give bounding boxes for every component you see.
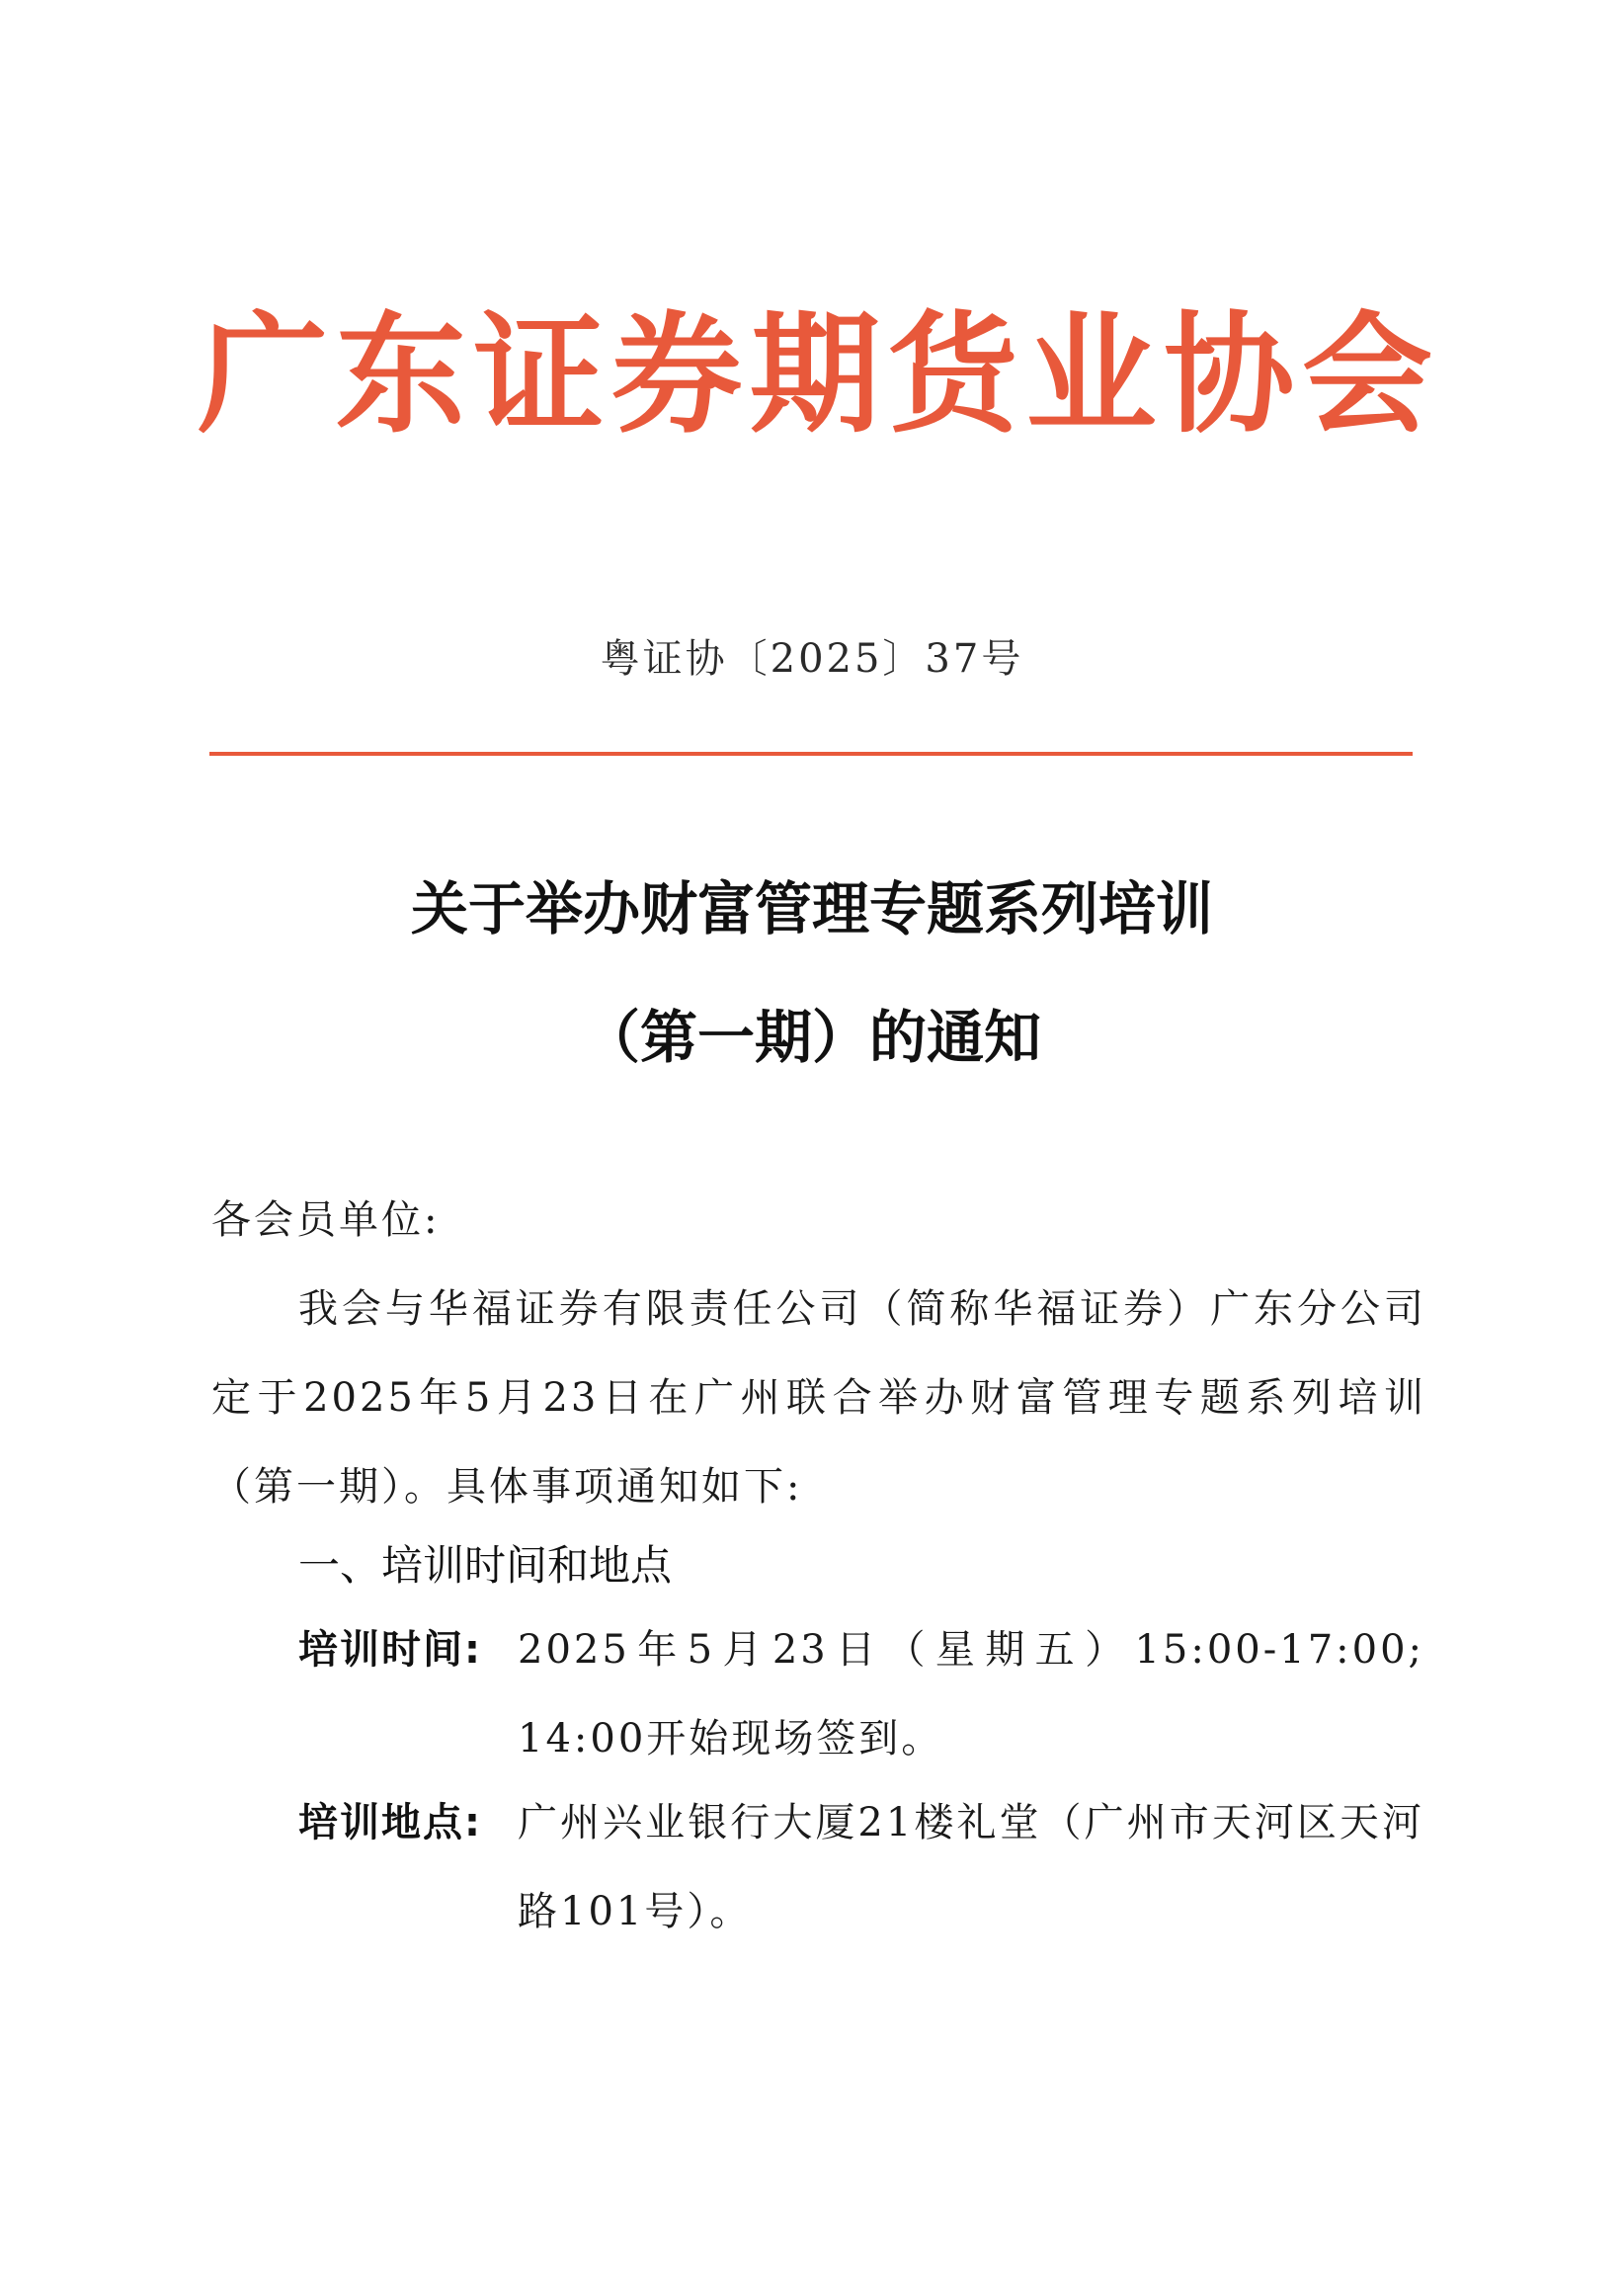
masthead-char: 业 bbox=[1025, 298, 1157, 451]
red-divider bbox=[209, 752, 1413, 756]
intro-paragraph: 我会与华福证券有限责任公司（简称华福证券）广东分公司定于2025年5月23日在广州联合举办财富管理专题系列培训（第一期）。具体事项通知如下: bbox=[211, 1286, 1426, 1510]
notice-title-line-1: 关于举办财富管理专题系列培训 bbox=[410, 875, 1213, 942]
training-time-row bbox=[298, 1605, 1424, 1783]
masthead-char: 会 bbox=[1302, 298, 1432, 451]
salutation: 各会员单位: bbox=[211, 1197, 441, 1243]
training-time-label: 培训时间: bbox=[298, 1627, 482, 1673]
masthead-char: 广 bbox=[198, 298, 328, 451]
masthead-char: 协 bbox=[1164, 298, 1295, 451]
masthead-char: 期 bbox=[750, 298, 880, 451]
masthead-char: 货 bbox=[887, 298, 1018, 451]
training-time-value: 2025年5月23日（星期五）15:00-17:00; 14:00开始现场签到。 bbox=[518, 1627, 1424, 1761]
section-heading-time-place: 一、培训时间和地点 bbox=[298, 1541, 673, 1590]
masthead-char: 东 bbox=[335, 298, 466, 451]
notice-title-line-2: （第一期）的通知 bbox=[582, 1004, 1041, 1071]
training-place-label: 培训地点: bbox=[298, 1800, 482, 1845]
organization-masthead bbox=[198, 298, 1432, 451]
training-place-row bbox=[298, 1778, 1424, 1956]
masthead-char: 券 bbox=[611, 298, 743, 451]
document-number: 粤证协〔2025〕37号 bbox=[600, 636, 1024, 682]
masthead-char: 证 bbox=[473, 298, 605, 451]
training-place-value: 广州兴业银行大厦21楼礼堂（广州市天河区天河路101号）。 bbox=[518, 1800, 1424, 1934]
